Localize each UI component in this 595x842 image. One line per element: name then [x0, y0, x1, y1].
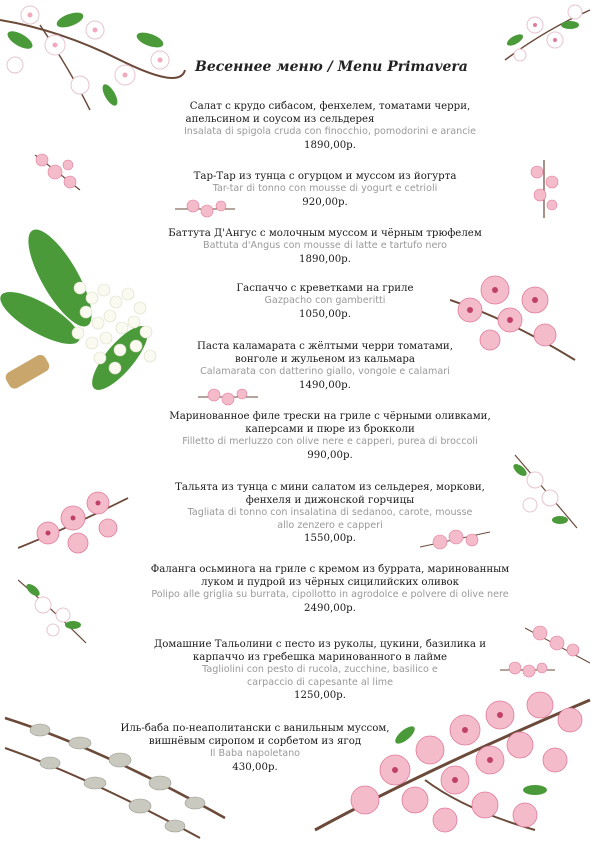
- pink-blossom-left-1-icon: [30, 150, 85, 195]
- dish-name-it-line: Battuta d'Angus con mousse di latte e tartufo nero: [203, 240, 447, 251]
- menu-item: [110, 638, 530, 703]
- dish-price: 1550,00р.: [304, 533, 356, 544]
- dish-price: 990,00р.: [307, 449, 353, 461]
- dish-name-ru-line: Салат с крудо сибасом, фенхелем, томатами черри,: [189, 101, 471, 112]
- dish-name-ru-line: вонголе и жульеном из кальмара: [234, 354, 416, 365]
- dish-name-ru-line: вишнёвым сиропом и сорбетом из ягод: [148, 736, 362, 747]
- dish-name-ru-line: фенхеля и дижонской горчицы: [245, 495, 415, 506]
- dish-price: 1490,00р.: [299, 379, 351, 391]
- pink-blossom-right-1-icon: [522, 160, 567, 220]
- pink-blossom-left-2-icon: [18, 478, 133, 563]
- page-title: Весеннее меню / Menu Primavera: [195, 59, 468, 75]
- dish-price: 2490,00р.: [304, 602, 356, 614]
- menu-item: [140, 100, 520, 152]
- dish-price: 1890,00р.: [304, 139, 356, 151]
- dish-price: 430,00р.: [232, 761, 278, 773]
- dish-name-it-line: Tagliolini con pesto di rucola, zucchine, basilico e: [202, 664, 438, 675]
- dish-name-it-line: Insalata di spigola cruda con finocchio, pomodorini e arancie: [183, 126, 477, 137]
- dish-name-ru-line: Домашние Тальолини с песто из руколы, цукини, базилика и: [153, 639, 486, 650]
- dish-name-ru-line: карпаччо из гребешка маринованного в лайме: [192, 652, 448, 663]
- menu-item: [130, 481, 530, 546]
- dish-name-ru-line: апельсином и соусом из сельдерея: [185, 114, 375, 125]
- dish-name-it-line: Il Baba napoletano: [209, 748, 301, 759]
- dish-name-ru-line: Баттута Д'Ангус с молочным муссом и чёрным трюфелем: [168, 228, 482, 239]
- dish-name-ru-line: Иль-баба по-неаполитански с ванильным муссом,: [120, 723, 390, 734]
- menu-item: [140, 282, 510, 321]
- menu-item: [100, 722, 410, 774]
- menu-item: [130, 410, 530, 462]
- dish-price: 1890,00р.: [299, 253, 351, 265]
- dish-name-ru-line: Тальята из тунца с мини салатом из сельдерея, моркови,: [175, 482, 485, 493]
- dish-name-ru-line: Маринованное филе трески на гриле с чёрными оливками,: [169, 411, 491, 422]
- dish-price: 1050,00р.: [299, 308, 351, 320]
- dish-name-ru-line: луком и пудрой из чёрных сицилийских оливок: [200, 577, 459, 588]
- dish-name-ru-line: каперсами и пюре из брокколи: [245, 424, 415, 435]
- dish-name-it-line: Tagliata di tonno con insalatina di sedanoo, carote, mousse: [187, 507, 473, 518]
- dish-name-it-line: carpaccio di capesante al lime: [247, 676, 393, 688]
- dish-name-it-line: allo zenzero e capperi: [277, 519, 383, 531]
- dish-price: 920,00р.: [302, 196, 348, 208]
- dish-name-it-line: Polipo alle griglia su burrata, cipollotto in agrodolce e polvere di olive nere: [151, 589, 509, 600]
- dish-name-ru-line: Гаспаччо с креветками на гриле: [236, 283, 414, 294]
- menu-item: [140, 340, 510, 392]
- dish-name-ru-line: Тар-Тар из тунца с огурцом и муссом из йогурта: [193, 171, 457, 182]
- dish-name-it-line: Calamarata con datterino giallo, vongole e calamari: [200, 366, 450, 377]
- white-blossom-left-3-icon: [18, 575, 88, 645]
- dish-price: 1250,00р.: [294, 690, 346, 701]
- dish-name-it-line: Filletto di merluzzo con olive nere e capperi, purea di broccoli: [182, 436, 478, 447]
- menu-item: [140, 227, 510, 266]
- dish-name-ru-line: Фаланга осьминога на гриле с кремом из буррата, маринованным: [150, 564, 510, 575]
- dish-name-it-line: Tar-tar di tonno con mousse di yogurt e cetrioli: [212, 183, 438, 194]
- dish-name-it-line: Gazpacho con gamberitti: [264, 295, 386, 306]
- menu-item: [140, 170, 510, 209]
- menu-item: [95, 563, 565, 615]
- dish-name-ru-line: Паста каламарата с жёлтыми черри томатами,: [197, 341, 453, 352]
